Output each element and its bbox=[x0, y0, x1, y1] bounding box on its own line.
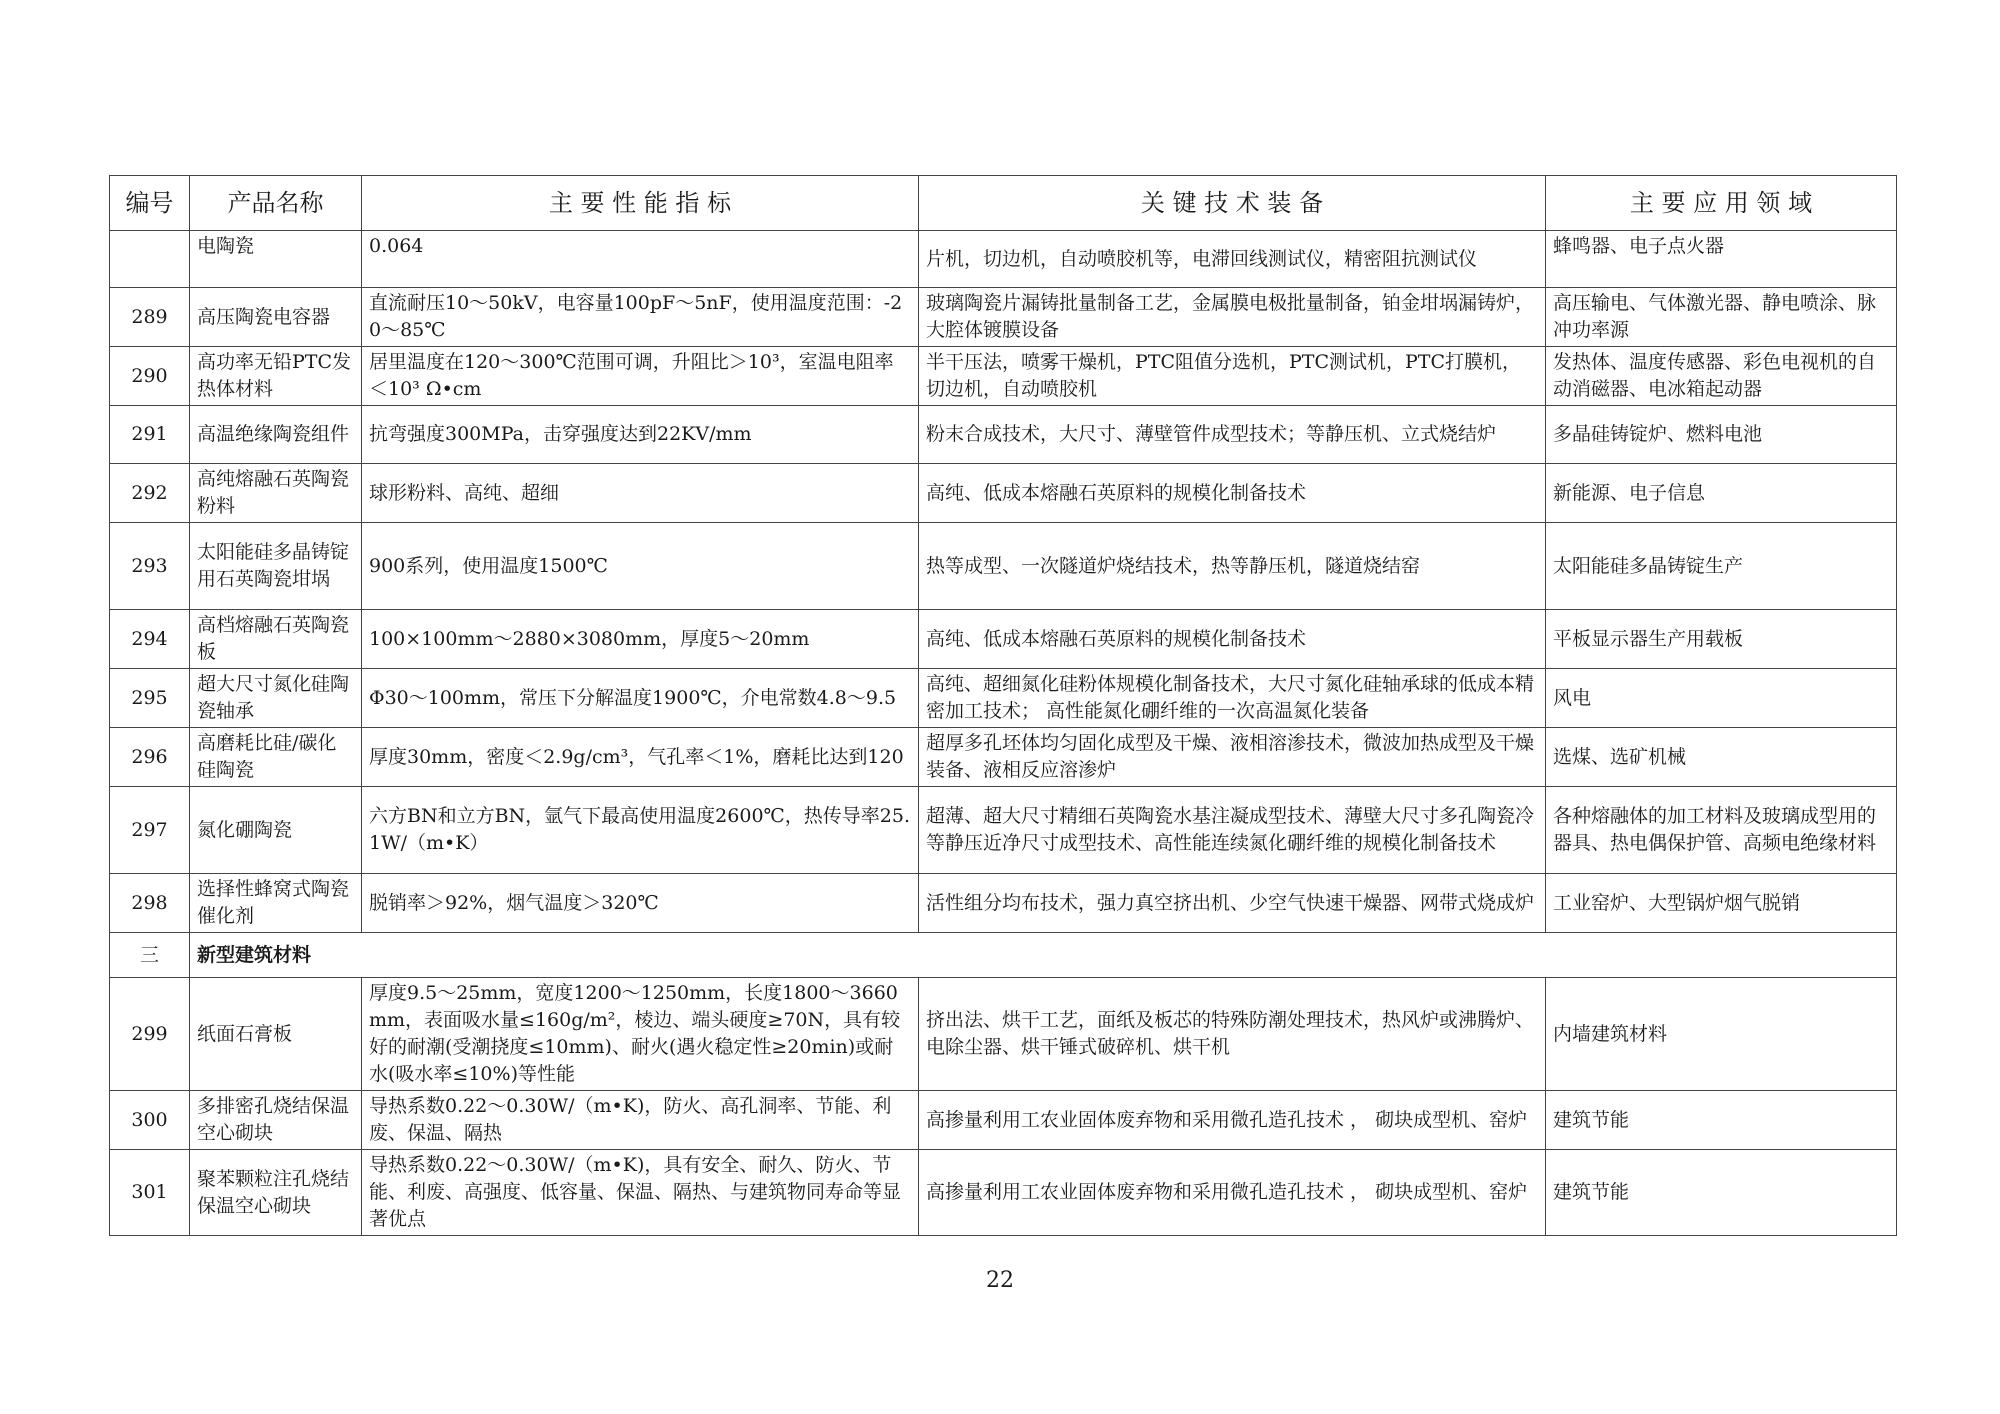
row-number: 291 bbox=[110, 406, 190, 464]
row-number: 289 bbox=[110, 288, 190, 347]
row-number bbox=[110, 231, 190, 288]
row-number: 300 bbox=[110, 1091, 190, 1150]
row-application: 各种熔融体的加工材料及玻璃成型用的器具、热电偶保护管、高频电绝缘材料 bbox=[1546, 787, 1897, 874]
table-row bbox=[110, 406, 1897, 464]
header-application: 主 要 应 用 领 域 bbox=[1546, 176, 1897, 231]
row-performance: 脱销率＞92%，烟气温度＞320℃ bbox=[362, 874, 919, 933]
row-number: 293 bbox=[110, 523, 190, 610]
header-performance: 主 要 性 能 指 标 bbox=[362, 176, 919, 231]
row-application: 发热体、温度传感器、彩色电视机的自动消磁器、电冰箱起动器 bbox=[1546, 347, 1897, 406]
section-number: 三 bbox=[110, 933, 190, 978]
header-number: 编号 bbox=[110, 176, 190, 231]
row-product-name: 电陶瓷 bbox=[190, 231, 362, 288]
row-application: 蜂鸣器、电子点火器 bbox=[1546, 231, 1897, 288]
table-row bbox=[110, 1091, 1897, 1150]
row-equipment: 热等成型、一次隧道炉烧结技术，热等静压机，隧道烧结窑 bbox=[919, 523, 1546, 610]
row-application: 多晶硅铸锭炉、燃料电池 bbox=[1546, 406, 1897, 464]
row-application: 风电 bbox=[1546, 669, 1897, 728]
section-title: 新型建筑材料 bbox=[190, 933, 1897, 978]
row-equipment: 粉末合成技术，大尺寸、薄壁管件成型技术；等静压机、立式烧结炉 bbox=[919, 406, 1546, 464]
row-performance: 居里温度在120～300℃范围可调，升阻比＞10³，室温电阻率＜10³ Ω•cm bbox=[362, 347, 919, 406]
table-row bbox=[110, 464, 1897, 523]
row-product-name: 多排密孔烧结保温空心砌块 bbox=[190, 1091, 362, 1150]
table-row bbox=[110, 288, 1897, 347]
row-performance: 导热系数0.22～0.30W/（m•K)，防火、高孔洞率、节能、利废、保温、隔热 bbox=[362, 1091, 919, 1150]
table-row bbox=[110, 231, 1897, 288]
row-product-name: 超大尺寸氮化硅陶瓷轴承 bbox=[190, 669, 362, 728]
row-performance: 900系列，使用温度1500℃ bbox=[362, 523, 919, 610]
row-application: 平板显示器生产用载板 bbox=[1546, 610, 1897, 669]
row-equipment: 高纯、低成本熔融石英原料的规模化制备技术 bbox=[919, 610, 1546, 669]
row-number: 299 bbox=[110, 978, 190, 1091]
row-product-name: 高压陶瓷电容器 bbox=[190, 288, 362, 347]
row-product-name: 选择性蜂窝式陶瓷催化剂 bbox=[190, 874, 362, 933]
row-equipment: 高纯、超细氮化硅粉体规模化制备技术，大尺寸氮化硅轴承球的低成本精密加工技术； 高性能氮化硼纤维的一次高温氮化装备 bbox=[919, 669, 1546, 728]
row-application: 高压输电、气体激光器、静电喷涂、脉冲功率源 bbox=[1546, 288, 1897, 347]
table-header-row bbox=[110, 176, 1897, 231]
row-equipment: 半干压法，喷雾干燥机，PTC阻值分选机，PTC测试机，PTC打膜机，切边机，自动喷胶机 bbox=[919, 347, 1546, 406]
page-number: 22 bbox=[986, 1268, 1014, 1293]
row-product-name: 高纯熔融石英陶瓷粉料 bbox=[190, 464, 362, 523]
row-product-name: 太阳能硅多晶铸锭用石英陶瓷坩埚 bbox=[190, 523, 362, 610]
row-number: 295 bbox=[110, 669, 190, 728]
row-application: 工业窑炉、大型锅炉烟气脱销 bbox=[1546, 874, 1897, 933]
row-product-name: 高温绝缘陶瓷组件 bbox=[190, 406, 362, 464]
table-row bbox=[110, 610, 1897, 669]
table-row bbox=[110, 787, 1897, 874]
row-product-name: 高功率无铅PTC发热体材料 bbox=[190, 347, 362, 406]
header-equipment: 关 键 技 术 装 备 bbox=[919, 176, 1546, 231]
section-row bbox=[110, 933, 1897, 978]
row-product-name: 高磨耗比硅/碳化硅陶瓷 bbox=[190, 728, 362, 787]
row-equipment: 挤出法、烘干工艺，面纸及板芯的特殊防潮处理技术，热风炉或沸腾炉、电除尘器、烘干锤式破碎机、烘干机 bbox=[919, 978, 1546, 1091]
row-performance: 100×100mm～2880×3080mm，厚度5～20mm bbox=[362, 610, 919, 669]
row-performance: 0.064 bbox=[362, 231, 919, 288]
row-equipment: 高掺量利用工农业固体废弃物和采用微孔造孔技术 ， 砌块成型机、窑炉 bbox=[919, 1091, 1546, 1150]
row-equipment: 超厚多孔坯体均匀固化成型及干燥、液相溶渗技术，微波加热成型及干燥装备、液相反应溶渗炉 bbox=[919, 728, 1546, 787]
table-row bbox=[110, 523, 1897, 610]
row-equipment: 高掺量利用工农业固体废弃物和采用微孔造孔技术 ， 砌块成型机、窑炉 bbox=[919, 1150, 1546, 1236]
row-number: 290 bbox=[110, 347, 190, 406]
row-product-name: 聚苯颗粒注孔烧结保温空心砌块 bbox=[190, 1150, 362, 1236]
table-row bbox=[110, 728, 1897, 787]
row-application: 建筑节能 bbox=[1546, 1091, 1897, 1150]
row-number: 292 bbox=[110, 464, 190, 523]
row-performance: 抗弯强度300MPa，击穿强度达到22KV/mm bbox=[362, 406, 919, 464]
row-equipment: 玻璃陶瓷片漏铸批量制备工艺，金属膜电极批量制备，铂金坩埚漏铸炉，大腔体镀膜设备 bbox=[919, 288, 1546, 347]
table-row bbox=[110, 874, 1897, 933]
row-application: 内墙建筑材料 bbox=[1546, 978, 1897, 1091]
row-performance: 导热系数0.22～0.30W/（m•K)，具有安全、耐久、防火、节能、利废、高强度、低容量、保温、隔热、与建筑物同寿命等显著优点 bbox=[362, 1150, 919, 1236]
row-performance: 直流耐压10～50kV，电容量100pF～5nF，使用温度范围：-20～85℃ bbox=[362, 288, 919, 347]
row-equipment: 活性组分均布技术，强力真空挤出机、少空气快速干燥器、网带式烧成炉 bbox=[919, 874, 1546, 933]
product-table bbox=[109, 175, 1897, 1236]
row-application: 太阳能硅多晶铸锭生产 bbox=[1546, 523, 1897, 610]
row-equipment: 超薄、超大尺寸精细石英陶瓷水基注凝成型技术、薄壁大尺寸多孔陶瓷冷等静压近净尺寸成型技术、高性能连续氮化硼纤维的规模化制备技术 bbox=[919, 787, 1546, 874]
row-performance: 厚度9.5～25mm，宽度1200～1250mm，长度1800～3660mm，表面吸水量≤160g/m²，棱边、端头硬度≥70N，具有较好的耐潮(受潮挠度≤10mm)、耐火(遇火稳定性≥20min)或耐水(吸水率≤10%)等性能 bbox=[362, 978, 919, 1091]
row-number: 296 bbox=[110, 728, 190, 787]
row-number: 294 bbox=[110, 610, 190, 669]
row-product-name: 高档熔融石英陶瓷板 bbox=[190, 610, 362, 669]
row-application: 选煤、选矿机械 bbox=[1546, 728, 1897, 787]
table-row bbox=[110, 1150, 1897, 1236]
row-product-name: 氮化硼陶瓷 bbox=[190, 787, 362, 874]
row-performance: 球形粉料、高纯、超细 bbox=[362, 464, 919, 523]
header-product-name: 产品名称 bbox=[190, 176, 362, 231]
table-row bbox=[110, 669, 1897, 728]
row-equipment: 片机，切边机，自动喷胶机等，电滞回线测试仪，精密阻抗测试仪 bbox=[919, 231, 1546, 288]
row-performance: 六方BN和立方BN，氩气下最高使用温度2600℃，热传导率25.1W/（m•K） bbox=[362, 787, 919, 874]
row-application: 建筑节能 bbox=[1546, 1150, 1897, 1236]
row-performance: Φ30～100mm，常压下分解温度1900℃，介电常数4.8～9.5 bbox=[362, 669, 919, 728]
row-application: 新能源、电子信息 bbox=[1546, 464, 1897, 523]
table-row bbox=[110, 347, 1897, 406]
row-performance: 厚度30mm，密度＜2.9g/cm³，气孔率＜1%，磨耗比达到120 bbox=[362, 728, 919, 787]
table-row bbox=[110, 978, 1897, 1091]
row-equipment: 高纯、低成本熔融石英原料的规模化制备技术 bbox=[919, 464, 1546, 523]
row-number: 301 bbox=[110, 1150, 190, 1236]
row-product-name: 纸面石膏板 bbox=[190, 978, 362, 1091]
row-number: 297 bbox=[110, 787, 190, 874]
row-number: 298 bbox=[110, 874, 190, 933]
